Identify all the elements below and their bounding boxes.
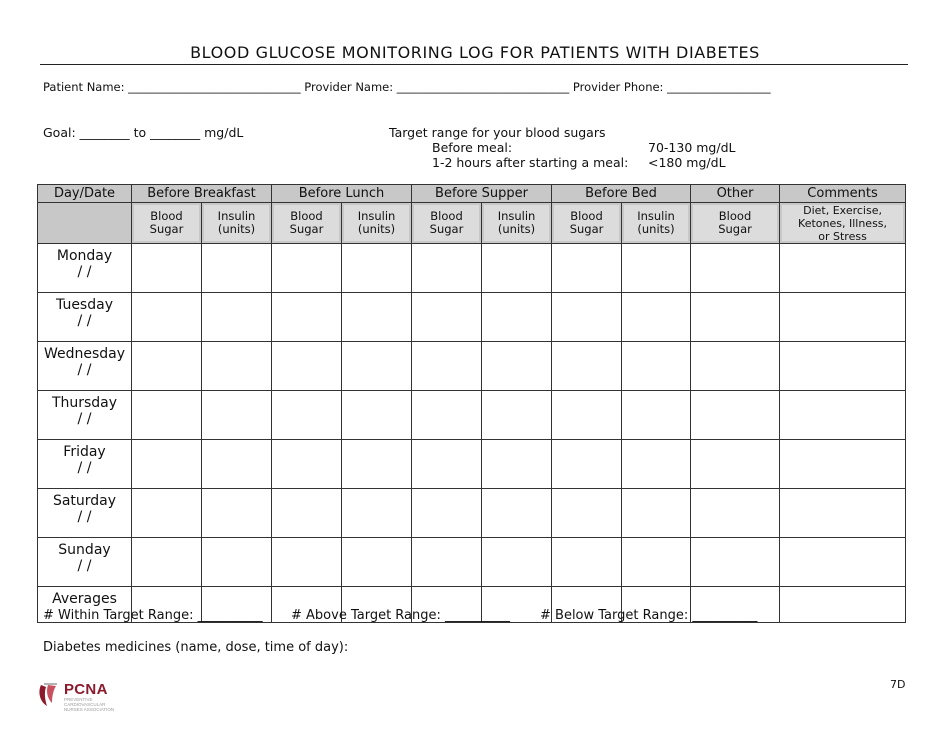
entry-cell[interactable] (780, 391, 906, 440)
sub-insulin: Insulin (units) (622, 203, 691, 244)
entry-cell[interactable] (342, 342, 412, 391)
entry-cell[interactable] (482, 342, 552, 391)
date-slashes[interactable]: / / (77, 362, 92, 378)
entry-cell[interactable] (132, 391, 202, 440)
target-after-meal-label: 1-2 hours after starting a meal: (432, 155, 629, 170)
target-before-meal-value: 70-130 mg/dL (648, 140, 736, 155)
entry-cell[interactable] (691, 440, 780, 489)
table-row (38, 391, 906, 440)
entry-cell[interactable] (272, 538, 342, 587)
within-target-field[interactable]: # Within Target Range: __________ (43, 608, 263, 623)
header-sub-blank (38, 203, 132, 244)
header-before-supper: Before Supper (412, 185, 552, 203)
entry-cell[interactable] (552, 489, 622, 538)
entry-cell[interactable] (691, 293, 780, 342)
table-row (38, 489, 906, 538)
entry-cell[interactable] (342, 391, 412, 440)
table-row (38, 538, 906, 587)
entry-cell[interactable] (412, 489, 482, 538)
entry-cell[interactable] (132, 342, 202, 391)
entry-cell[interactable] (780, 244, 906, 293)
sub-insulin: Insulin (units) (202, 203, 272, 244)
header-day-date: Day/Date (38, 185, 132, 203)
day-date-cell (38, 244, 132, 293)
entry-cell[interactable] (342, 489, 412, 538)
entry-cell[interactable] (691, 244, 780, 293)
entry-cell[interactable] (622, 293, 691, 342)
header-other: Other (691, 185, 780, 203)
glucose-log-table (37, 184, 906, 623)
entry-cell[interactable] (132, 440, 202, 489)
page-title: BLOOD GLUCOSE MONITORING LOG FOR PATIENTS WITH DIABETES (190, 43, 760, 62)
day-date-cell (38, 391, 132, 440)
entry-cell[interactable] (412, 391, 482, 440)
entry-cell[interactable] (482, 489, 552, 538)
entry-cell[interactable] (622, 342, 691, 391)
patient-provider-line[interactable]: Patient Name: ______________________________ Provider Name: ______________________________ Provider Phone: __________________ (43, 80, 771, 94)
entry-cell[interactable] (691, 342, 780, 391)
sub-insulin: Insulin (units) (482, 203, 552, 244)
sub-blood-sugar: Blood Sugar (272, 203, 342, 244)
sub-blood-sugar: Blood Sugar (552, 203, 622, 244)
date-slashes[interactable]: / / (77, 313, 92, 329)
entry-cell[interactable] (482, 293, 552, 342)
entry-cell[interactable] (552, 244, 622, 293)
entry-cell[interactable] (132, 538, 202, 587)
entry-cell[interactable] (780, 342, 906, 391)
entry-cell[interactable] (202, 538, 272, 587)
target-before-meal-label: Before meal: (432, 140, 513, 155)
entry-cell[interactable] (552, 342, 622, 391)
logo-name: PCNA (64, 681, 108, 698)
day-name: Sunday (58, 542, 111, 558)
date-slashes[interactable]: / / (77, 411, 92, 427)
entry-cell[interactable] (552, 293, 622, 342)
table-row (38, 440, 906, 489)
below-target-field[interactable]: # Below Target Range: __________ (540, 608, 758, 623)
date-slashes[interactable]: / / (77, 509, 92, 525)
day-name: Tuesday (56, 297, 113, 313)
header-before-bed: Before Bed (552, 185, 691, 203)
day-name: Friday (63, 444, 106, 460)
entry-cell[interactable] (202, 391, 272, 440)
entry-cell[interactable] (412, 342, 482, 391)
date-slashes[interactable]: / / (77, 264, 92, 280)
entry-cell[interactable] (622, 391, 691, 440)
entry-cell[interactable] (202, 293, 272, 342)
title-rule (40, 64, 908, 65)
entry-cell[interactable] (132, 489, 202, 538)
entry-cell[interactable] (132, 244, 202, 293)
page-code: 7D (890, 678, 906, 691)
entry-cell[interactable] (482, 391, 552, 440)
entry-cell[interactable] (622, 489, 691, 538)
day-name: Monday (56, 248, 113, 264)
entry-cell[interactable] (622, 440, 691, 489)
above-target-field[interactable]: # Above Target Range: __________ (291, 608, 511, 623)
entry-cell[interactable] (780, 293, 906, 342)
averages-label: Averages (38, 587, 132, 623)
sub-insulin: Insulin (units) (342, 203, 412, 244)
entry-cell[interactable] (552, 440, 622, 489)
entry-cell[interactable] (691, 391, 780, 440)
entry-cell[interactable] (272, 244, 342, 293)
table-row (38, 244, 906, 293)
entry-cell[interactable] (342, 440, 412, 489)
table-row (38, 342, 906, 391)
day-date-cell (38, 538, 132, 587)
day-name: Saturday (52, 493, 117, 509)
entry-cell[interactable] (552, 391, 622, 440)
entry-cell[interactable] (780, 538, 906, 587)
day-rows (38, 244, 906, 623)
entry-cell[interactable] (691, 538, 780, 587)
diabetes-medicines-label: Diabetes medicines (name, dose, time of day): (43, 640, 349, 655)
entry-cell[interactable] (202, 244, 272, 293)
entry-cell[interactable] (412, 293, 482, 342)
entry-cell[interactable] (622, 538, 691, 587)
entry-cell[interactable] (412, 244, 482, 293)
entry-cell[interactable] (780, 489, 906, 538)
entry-cell[interactable] (691, 489, 780, 538)
entry-cell[interactable] (132, 293, 202, 342)
target-heading: Target range for your blood sugars (389, 125, 606, 140)
entry-cell[interactable] (272, 293, 342, 342)
header-before-breakfast: Before Breakfast (132, 185, 272, 203)
header-comments: Comments (780, 185, 906, 203)
day-date-cell (38, 342, 132, 391)
entry-cell[interactable] (202, 489, 272, 538)
day-date-cell (38, 293, 132, 342)
entry-cell[interactable] (482, 538, 552, 587)
date-slashes[interactable]: / / (77, 558, 92, 574)
sub-blood-sugar: Blood Sugar (412, 203, 482, 244)
header-row-sub (38, 203, 906, 244)
goal-line[interactable]: Goal: ________ to ________ mg/dL (43, 125, 244, 140)
entry-cell[interactable] (412, 538, 482, 587)
sub-other-blood-sugar: Blood Sugar (691, 203, 780, 244)
target-after-meal-value: <180 mg/dL (648, 155, 726, 170)
entry-cell[interactable] (272, 489, 342, 538)
entry-cell[interactable] (482, 440, 552, 489)
entry-cell[interactable] (482, 244, 552, 293)
date-slashes[interactable]: / / (77, 460, 92, 476)
table-row (38, 293, 906, 342)
day-name: Wednesday (43, 346, 126, 362)
entry-cell[interactable] (272, 391, 342, 440)
day-date-cell (38, 440, 132, 489)
entry-cell[interactable] (552, 538, 622, 587)
entry-cell[interactable] (412, 440, 482, 489)
sub-comments: Diet, Exercise, Ketones, Illness, or Stress (780, 203, 906, 244)
entry-cell[interactable] (342, 244, 412, 293)
average-cell[interactable] (780, 587, 906, 623)
entry-cell[interactable] (272, 342, 342, 391)
header-before-lunch: Before Lunch (272, 185, 412, 203)
entry-cell[interactable] (202, 440, 272, 489)
entry-cell[interactable] (622, 244, 691, 293)
sub-blood-sugar: Blood Sugar (132, 203, 202, 244)
entry-cell[interactable] (342, 293, 412, 342)
entry-cell[interactable] (780, 440, 906, 489)
logo-subtitle: PREVENTIVE CARDIOVASCULAR NURSES ASSOCIATION (64, 697, 115, 712)
entry-cell[interactable] (202, 342, 272, 391)
day-name: Thursday (51, 395, 118, 411)
day-date-cell (38, 489, 132, 538)
entry-cell[interactable] (342, 538, 412, 587)
header-row-groups (38, 185, 906, 203)
entry-cell[interactable] (272, 440, 342, 489)
